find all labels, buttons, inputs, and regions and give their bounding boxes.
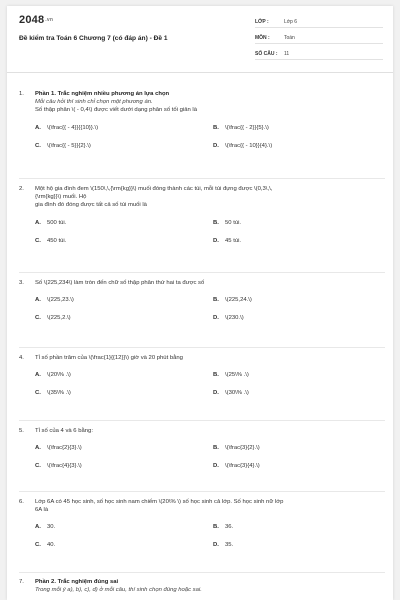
- question-7: [19, 578, 385, 594]
- question-stem: 6A là: [35, 507, 49, 514]
- option-label: B.: [213, 372, 219, 379]
- option-label: A.: [35, 372, 41, 379]
- question-stem: {\rm{kg}}\) muối. Hộ: [35, 194, 87, 201]
- option-a[interactable]: [35, 124, 205, 132]
- option-label: B.: [213, 219, 219, 226]
- option-label: A.: [35, 297, 41, 304]
- question-stem: Tỉ số phần trăm của \(\frac{1}{{12}}\) giờ và 20 phút bằng: [35, 355, 183, 361]
- meta-row-count: [255, 48, 383, 60]
- option-c[interactable]: [35, 389, 205, 397]
- option-text: \(30\% .\): [225, 390, 249, 397]
- option-d[interactable]: [213, 462, 383, 470]
- question-5: [19, 427, 385, 470]
- option-label: D.: [213, 315, 219, 322]
- option-text: 30.: [47, 524, 56, 531]
- meta-value: Lớp 6: [284, 19, 298, 25]
- question-6: [19, 498, 385, 549]
- option-label: B.: [213, 297, 219, 304]
- option-text: \(\frac{2}{3}.\): [47, 445, 82, 452]
- option-text: \(\frac{4}{3}.\): [47, 463, 82, 470]
- option-a[interactable]: [35, 371, 205, 379]
- option-text: \(225,23.\): [47, 297, 74, 304]
- question-number: 2.: [19, 186, 24, 192]
- option-b[interactable]: [213, 124, 383, 132]
- option-text: \(225,2.\): [47, 315, 71, 322]
- question-stem: Lớp 6A có 45 học sinh, số học sinh nam chiếm \(20\% \) số học sinh cả lớp. Số học sinh nữ lớp: [35, 499, 284, 505]
- options: [35, 296, 385, 322]
- question-divider: [19, 347, 385, 348]
- option-text: 40.: [47, 542, 56, 549]
- option-label: A.: [35, 219, 41, 226]
- option-text: \(25\% .\): [225, 372, 249, 379]
- option-text: \(\frac{{ - 10}}{4}.\): [225, 142, 273, 149]
- option-text: \(\frac{{ - 5}}{2}.\): [47, 142, 91, 149]
- option-b[interactable]: [213, 444, 383, 452]
- option-label: C.: [35, 542, 41, 549]
- section-heading: Phần 1. Trắc nghiệm nhiều phương án lựa chọn: [35, 91, 170, 97]
- section-instruction: Trong mỗi ý a), b), c), d) ở mỗi câu, thí sinh chọn đúng hoặc sai.: [35, 587, 202, 594]
- document-header: [7, 6, 393, 64]
- option-text: 35.: [225, 542, 234, 549]
- option-label: A.: [35, 124, 41, 131]
- question-4: [19, 354, 385, 397]
- options: [35, 371, 385, 397]
- meta-value: 11: [284, 51, 290, 57]
- section-instruction: Mỗi câu hỏi thí sinh chỉ chọn một phương án.: [35, 99, 153, 106]
- document-page: [7, 6, 393, 600]
- option-text: \(\frac{{ - 4}}{{10}}.\): [47, 124, 99, 131]
- site-logo[interactable]: [19, 14, 53, 26]
- question-3: [19, 279, 385, 322]
- question-stem: gia đình đó đóng được tất cả số túi muối là: [35, 202, 147, 209]
- option-label: B.: [213, 524, 219, 531]
- meta-key: SỐ CÂU :: [255, 51, 278, 57]
- option-label: A.: [35, 524, 41, 531]
- option-d[interactable]: [213, 142, 383, 150]
- option-text: \(230.\): [225, 315, 244, 322]
- question-1: [19, 90, 385, 150]
- option-text: 36.: [225, 524, 234, 531]
- option-a[interactable]: [35, 296, 205, 304]
- option-c[interactable]: [35, 541, 205, 549]
- meta-value: Toán: [284, 35, 295, 41]
- option-label: D.: [213, 390, 219, 397]
- question-stem: Số \(225,234\) làm tròn đến chữ số thập phân thứ hai ta được số: [35, 280, 205, 286]
- question-number: 6.: [19, 499, 24, 505]
- option-label: C.: [35, 142, 41, 149]
- option-a[interactable]: [35, 444, 205, 452]
- question-number: 7.: [19, 579, 24, 585]
- option-label: C.: [35, 237, 41, 244]
- logo-text: 2048: [19, 14, 45, 26]
- option-label: D.: [213, 463, 219, 470]
- option-text: 50 túi.: [225, 219, 242, 226]
- options: [35, 219, 385, 245]
- option-text: \(\frac{3}{4}.\): [225, 463, 260, 470]
- option-a[interactable]: [35, 219, 205, 227]
- option-c[interactable]: [35, 237, 205, 245]
- option-text: \(\frac{{ - 2}}{5}.\): [225, 124, 269, 131]
- option-b[interactable]: [213, 219, 383, 227]
- question-2: [19, 185, 385, 245]
- logo-suffix: .vn: [45, 17, 54, 24]
- question-divider: [19, 272, 385, 273]
- question-divider: [19, 420, 385, 421]
- option-d[interactable]: [213, 314, 383, 322]
- option-a[interactable]: [35, 523, 205, 531]
- option-label: B.: [213, 445, 219, 452]
- question-stem: Một hộ gia đình đem \(150\,\,{\rm{kg}}\) muối đóng thành các túi, mỗi túi đựng được \(0,3\,\,: [35, 186, 273, 192]
- option-c[interactable]: [35, 142, 205, 150]
- option-d[interactable]: [213, 389, 383, 397]
- option-text: 450 túi.: [47, 237, 67, 244]
- option-text: \(\frac{3}{2}.\): [225, 445, 260, 452]
- options: [35, 444, 385, 470]
- option-label: C.: [35, 390, 41, 397]
- question-number: 1.: [19, 91, 24, 97]
- meta-row-class: [255, 16, 383, 28]
- question-number: 3.: [19, 280, 24, 286]
- question-divider: [19, 572, 385, 573]
- option-text: 45 túi.: [225, 237, 242, 244]
- question-divider: [19, 178, 385, 179]
- option-text: \(225,24.\): [225, 297, 252, 304]
- option-text: 500 túi.: [47, 219, 67, 226]
- question-stem: Số thập phân \( - 0,4\) được viết dưới dạng phân số tối giản là: [35, 107, 197, 114]
- option-c[interactable]: [35, 314, 205, 322]
- option-c[interactable]: [35, 462, 205, 470]
- option-label: C.: [35, 463, 41, 470]
- question-number: 4.: [19, 355, 24, 361]
- option-b[interactable]: [213, 371, 383, 379]
- option-b[interactable]: [213, 523, 383, 531]
- option-d[interactable]: [213, 237, 383, 245]
- option-label: A.: [35, 445, 41, 452]
- options: [35, 523, 385, 549]
- section-heading: Phần 2. Trắc nghiệm đúng sai: [35, 579, 119, 585]
- question-divider: [19, 491, 385, 492]
- options: [35, 124, 385, 150]
- option-label: B.: [213, 124, 219, 131]
- page-title: Đề kiểm tra Toán 6 Chương 7 (có đáp án) - Đề 1: [19, 35, 168, 42]
- header-divider: [7, 72, 393, 73]
- option-label: D.: [213, 542, 219, 549]
- option-label: C.: [35, 315, 41, 322]
- meta-key: MÔN :: [255, 35, 270, 41]
- option-text: \(20\% .\): [47, 372, 71, 379]
- option-label: D.: [213, 142, 219, 149]
- question-number: 5.: [19, 428, 24, 434]
- option-b[interactable]: [213, 296, 383, 304]
- option-label: D.: [213, 237, 219, 244]
- meta-row-subject: [255, 32, 383, 44]
- meta-key: LỚP :: [255, 19, 269, 25]
- option-text: \(35\% .\): [47, 390, 71, 397]
- question-stem: Tỉ số của 4 và 6 bằng:: [35, 428, 93, 434]
- option-d[interactable]: [213, 541, 383, 549]
